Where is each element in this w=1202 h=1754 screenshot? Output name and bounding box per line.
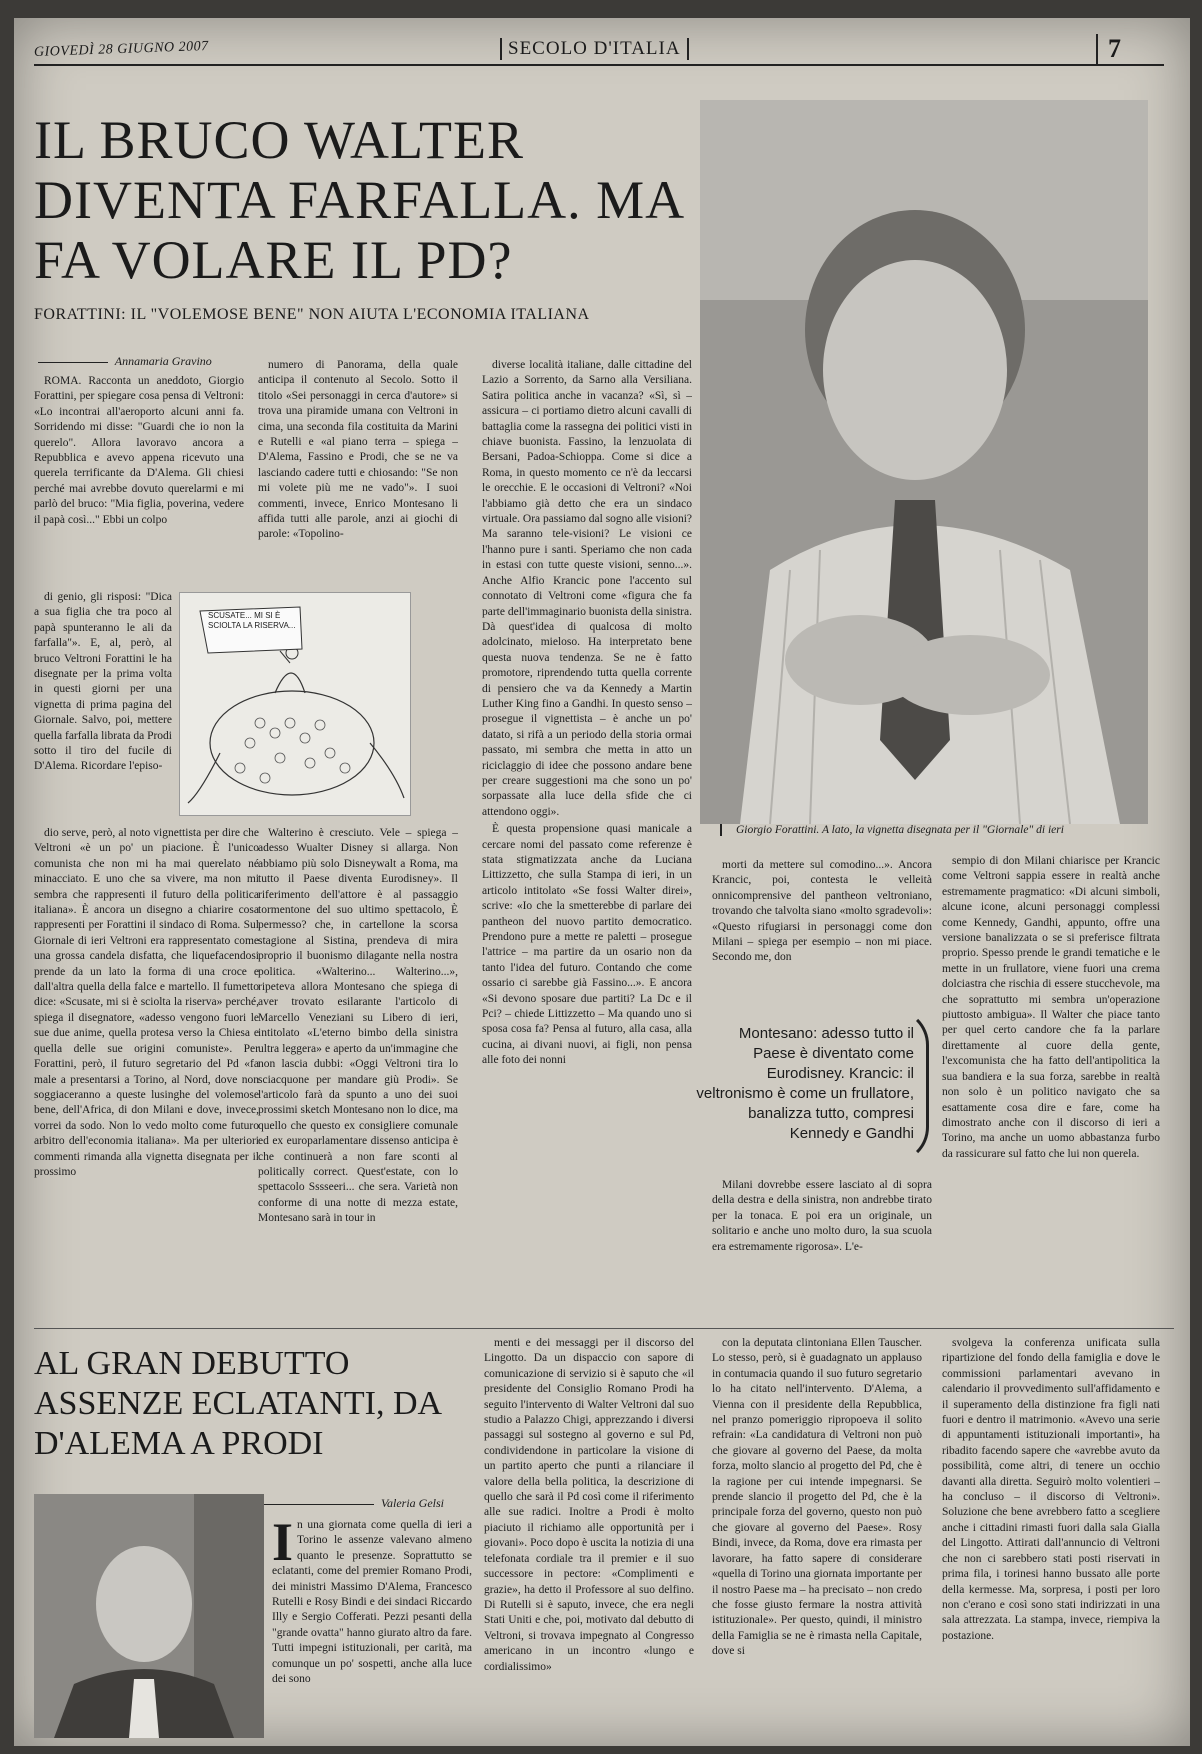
header-rule	[34, 64, 1164, 66]
article1-column-4-top	[712, 858, 932, 1010]
paragraph: n una giornata come quella di ieri a Torino le assenze valevano almeno quanto le presenze. Soprattutto se eclatanti, come del premier Romano Prodi, dei ministri Massimo D'Alema, Francesco Rutelli e Rosy Bindi e dei sindaci Riccardo Illy e Sergio Cofferati. Pezzi pesanti della "grande ovatta" hanno giurato altro da fare. Tutti impegni istituzionali, per carità, ma comunque un po' sospetti, anche alla luce dei sono	[272, 1519, 472, 1686]
article1-column-1-beside-cartoon	[34, 590, 172, 824]
paragraph: menti e dei messaggi per il discorso del Lingotto. Da un dispaccio con sapore di comunicazione di servizio si è saputo che «il presidente del Consiglio Romano Prodi ha seguito l'intervento di Walter Veltroni dal suo studio a Palazzo Chigi, apprezzando i diversi passaggi sul sostegno al governo e sul Pd, condividendone in particolare la visione di un partito aperto che punti a rilanciare il valore della bella politica, la descrizione di quello che sarà il Pd così come il riferimento alle sue radici. Inoltre a Prodi è molto piaciuto il richiamo alle opportunità per i giovani». Poco dopo è uscita la notizia di una telefonata cordiale tra il premier e il suo successore in pectore: «Complimenti e grazie», ha detto il Professore al suo delfino. Di Rutelli si è saputo, invece, che era negli Stati Uniti e che, poi, motivato dal debutto di Veltroni, si trovava impegnato al Congresso americano in un incontro «lungo e cordialissimo»	[484, 1337, 694, 1673]
dalema-photo	[34, 1494, 264, 1738]
photo-caption: Giorgio Forattini. A lato, la vignetta disegnata per il "Giornale" di ieri	[720, 824, 1176, 836]
paragraph: Milani dovrebbe essere lasciato al di sopra della destra e della sinistra, non andrebbe tirato per la tonaca. E poi era un originale, un solitario e anche uno molto duro, la sua scuola era estremamente rigorosa». L'e-	[712, 1179, 932, 1253]
article2-column-1	[272, 1518, 472, 1734]
article1-column-5	[942, 854, 1160, 1318]
article1-column-2-bottom	[258, 826, 458, 1318]
masthead: SECOLO D'ITALIA	[500, 38, 689, 60]
forattini-cartoon	[179, 592, 411, 816]
paragraph: È questa propensione quasi manicale a cercare nomi del passato come referenze è stata stigmatizzata anche da Luciana Littizzetto, che sulla Stampa di ieri, in un articolo intitolato «Se fossi Walter direi», scrive: «Io che la smetterebbe di parlare dei pantheon del nuovo partito democratico. Prendono pure a mette re paletti – prosegue l'attrice – ma partire da un osario non da tanto l'idea del futuro. Contando che come ossario ci sarebbe già Fassino...». E ancora «Si devono sposare due partiti? La Dc e il Pci? – chiede Littizzetto – Ma quando uno si sposa cosa fa? Pensa al futuro, alla casa, alla cucina, ai divani nuovi, ai figli, non pensa alle foto dei nonni	[482, 823, 692, 1067]
pull-quote-bracket	[892, 1008, 929, 1164]
article1-column-3	[482, 358, 692, 1318]
main-byline	[38, 354, 212, 369]
main-subheadline: FORATTINI: IL "VOLEMOSE BENE" NON AIUTA L'ECONOMIA ITALIANA	[34, 306, 590, 323]
article1-column-2-top	[258, 358, 458, 584]
article1-column-1-bottom	[34, 826, 259, 1318]
second-byline	[264, 1496, 444, 1511]
byline-rule	[38, 362, 108, 363]
newspaper-page	[14, 18, 1190, 1746]
article2-column-2	[484, 1336, 694, 1736]
portrait-illustration	[700, 100, 1148, 824]
cartoon-speech-bubble: SCUSATE... MI SI È SCIOLTA LA RISERVA...	[208, 611, 296, 630]
paragraph: con la deputata clintoniana Ellen Tauscher. Lo stesso, però, si è guadagnato un applauso in contumacia quando il suo futuro segretario lo ha citato nell'intervento. D'Alema, a Vienna con il presidente della Repubblica, nel pranzo pomeriggio ripropoeva il solito refrain: «La candidatura di Veltroni non può che giovare al governo del Paese, da molta forza, molto slancio al progetto del Pd, che è la ragione per cui intende impegnarsi. Se prende slancio il progetto del Pd, che è la principale forza del governo, questo non può che giovare al governo del Paese». Rosy Bindi, invece, da Roma, dove era rimasta per lavorare, ha fatto sapere di considerare «quella di Torino una giornata importante per il nostro Paese ma – ha precisato – non credo che fosse giusto fermare la nostra attività istituzionale». Per questo, quindi, il ministro della Famiglia se ne è rimasta nella Capitale, dove si	[712, 1337, 922, 1658]
main-headline: IL BRUCO WALTER DIVENTA FARFALLA. MA FA VOLARE IL PD?	[34, 110, 683, 290]
issue-date: GIOVEDÌ 28 GIUGNO 2007	[33, 38, 209, 61]
byline-author: Valeria Gelsi	[381, 1496, 444, 1510]
paragraph: svolgeva la conferenza unificata sulla ripartizione del fondo della famiglia e dove le commissioni parlamentari avevano in calendario il provvedimento sull'affidamento e il superamento della distinzione fra figli nati fuori e dentro il matrimonio. «Avevo una serie di appuntamenti istituzionali importanti», ha ribadito facendo sapere che «avrebbe avuto da possibilità, come altri, di tenere un occhio davanti alla diretta. Seguirò molto volentieri – ha concluso – il discorso di Veltroni». Soluzione che bene avrebbero fatto a scegliere anche i cittadini rimasti fuori dalla sala Gialla del Lingotto. Attirati dall'annuncio di Veltroni che non ci sarebbero stati posti riservati in prima fila, i torinesi hanno bussato alle porte della kermesse. Ma, sorpresa, i posti per loro non c'erano e così sono stati indirizzati in una sala attrezzata. La stampa, invece, riempiva la postazione.	[942, 1337, 1160, 1642]
article2-column-3	[712, 1336, 922, 1736]
article1-column-4-bottom	[712, 1178, 932, 1318]
byline-author: Annamaria Gravino	[114, 354, 212, 368]
forattini-photo	[700, 100, 1148, 824]
article1-column-1-top	[34, 374, 244, 584]
paragraph: dio serve, però, al noto vignettista per dire che Veltroni «è un po' un piacione. È l'unico comunista che non mi ha mai querelato né minacciato. E uno che sa vivere, ma non mi sembra che rappresenti il futuro della politica italiana». È ancora un disegno a chiarire cosa rappresenti per Forattini il sindaco di Roma. Sul Giornale di ieri Veltroni era rappresentato come una grossa candela disfatta, che liquefacendosi prende da un lato la forma di una croce e dall'altra quella della falce e martello. Il fumetto dice: «Scusate, mi si è sciolta la riserva» perché, spiega il disegnatore, «adesso vengono fuori le sue due anime, quella protesa verso la Chiesa e quella delle sue origini comuniste». Per Forattini, però, il futuro segretario del Pd «fa male a presentarsi a Torino, al Nord, dove non soggiaceranno a queste lusinghe del volemose bene, dell'Africa, di don Milani e dove, invece, vorrei da sodo. Non lo vedo molto come futuro arbitro dell'economia italiana». Ma per ulteriori commenti rimanda alla vignetta disegnata per il prossimo	[34, 827, 259, 1178]
page-number: 7	[1096, 34, 1121, 64]
dalema-portrait	[34, 1494, 264, 1738]
paragraph: di genio, gli risposi: "Dica a sua figlia che tra poco al papà spunteranno le ali da farfalla"». E, al, però, al bruco Veltroni Forattini le ha disegnate per la prima volta in questi giorni per una vignetta di prima pagina del Giornale. Salvo, poi, mettere quella farfalla librata da Prodi sotto il tiro del fucile di D'Alema. Ricordare l'episo-	[34, 591, 172, 773]
article2-column-4	[942, 1336, 1160, 1736]
second-headline: AL GRAN DEBUTTO ASSENZE ECLATANTI, DA D'ALEMA A PRODI	[34, 1345, 441, 1462]
pull-quote: Montesano: adesso tutto il Paese è diventato come Eurodisney. Krancic: il veltronismo è come un frullatore, banalizza tutto, compresi Kennedy e Gandhi	[696, 1025, 914, 1142]
section-divider	[34, 1328, 1174, 1329]
paragraph: numero di Panorama, della quale anticipa il contenuto al Secolo. Sotto il titolo «Sei personaggi in cerca d'autore» si trova una piramide umana con Veltroni in cima, una seconda fila costituita da Marini e Rutelli e «al piano terra – spiega – D'Alema, Fassino e Prodi, che se ne va lasciando cadere tutti e chiosando: "Se non mi volete più me ne vado"». I suoi commenti, invece, Enrico Montesano li affida tutti alle parole, anzi ai giochi di parole: «Topolino-	[258, 359, 458, 541]
drop-cap: I	[272, 1518, 294, 1572]
byline-rule	[264, 1504, 374, 1505]
paragraph: diverse località italiane, dalle cittadine del Lazio a Sorrento, da Sarno alla Versiliana. Satira politica anche in vacanza? «Sì, sì – assicura – ci portiamo dietro alcuni cavalli di battaglia come la rassegna dei politici visti in chiave buonista. Fassino, la lenzuolata di Bersani, Padoa-Schioppa. Come si dice a Roma, in questo momento ce n'è da leccarsi le orecchie. E le occasioni di Veltroni? «Noi l'abbiamo già detto che era un sindaco virtuale. Ora passiamo dal sogno alle visioni? Ma saranno tele-visioni? Le visioni ce l'hanno pure i santi. Speriamo che non cada in estasi con tutte queste visioni, senno...». Anche Alfio Krancic pone l'accento sul connotato di Veltroni come «figura che fa parte dell'immaginario buonista della sinistra. Dà quest'idea di qualcosa di molto adolcinato, mieloso. Ha interpretato bene questa nuova tendenza. Se ne è fatto promotore, riprendendo tutta quella corrente di pensiero che va da Kennedy a Martin Luther King fino a Gandhi. In questo senso – prosegue il vignettista – è anche un po' datato, si rifà a un periodo della storia ormai passato, mi sembra che metta in atto un riciclaggio di idee che possono andare bene per creare suggestioni ma che sono un po' sorpassate alla luce della sfide che ci attendono oggi».	[482, 359, 692, 818]
paragraph: Walterino è cresciuto. Vele – spiega – adesso Wualter Disney si allarga. Non abbiamo più solo Disneywalt a Roma, ma tutto il Paese diventa Eurodisney». Il riferimento dell'attore è al passaggio tormentone del suo ultimo spettacolo, È permesso? che, in cartellone la scorsa stagione al Sistina, prendeva di mira proprio il buonismo dilagante nella nostra politica. «Walterino... Walterino...», ripeteva allora Montesano che spiega di aver trovato esilarante l'articolo di Marcello Veneziani su Libero di ieri, intitolato «L'eterno bimbo della sinistra ultra leggera» e aperto da un'immagine che non lascia dubbi: «Oggi Veltroni tira lo sciacquone per mandare giù Prodi». Se l'articolo farà da spunto a uno dei suoi prossimi sketch Montesano non lo dice, ma quello che questo ex consigliere comunale ed ex europarlamentare dissenso anticipa è che continuerà a non fare sconti al politically correct. Quest'estate, con lo spettacolo Sssseeri... che sera. Varietà non conforme di una notte di mezza estate, Montesano sarà in tour in	[258, 827, 458, 1225]
paragraph: sempio di don Milani chiarisce per Krancic come Veltroni sappia essere in realtà anche estremamente pragmatico: «Di alcuni simboli, alcune icone, alcuni personaggi complessi come Kennedy, Gandhi, appunto, offre una versione banalizzata o se si preferisce filtrata proprio. Spesso prende le grandi tematiche e le mette in un frullatore, viene fuori una crema dolciastra che rischia di essere stucchevole, ma che soprattutto mi sembra un'operazione piuttosto ambigua». Il Walter che piace tanto per quel certo candore che fa la parlare direttamente al cuore della gente, l'excomunista che ha fatto dell'antipolitica la sua bandiera e la sua forza, sarebbe in realtà non solo è un politico navigato che sa esattamente cosa dire e fare, come ha dimostrato anche con il discorso di ieri a Torino, ma anche un uomo abbastanza furbo da rassicurare sul fatto che lui non querela.	[942, 855, 1160, 1160]
paragraph: ROMA. Racconta un aneddoto, Giorgio Forattini, per spiegare cosa pensa di Veltroni: «Lo incontrai all'aeroporto alcuni anni fa. Sorridendo mi disse: "Guardi che io non la querelo". Allora lavoravo ancora a Repubblica e avevo appena ricevuto una querela terrificante da D'Alema. Gli chiesi perché mai avrebbe dovuto querelarmi e mi parlò del bruco: "Mia figlia, poverina, vedere il papà così..." Ebbi un colpo	[34, 375, 244, 526]
paragraph: morti da mettere sul comodino...». Ancora Krancic, poi, contesta le velleità onnicomprensive del pantheon veltroniano, trovando che talvolta siano «molto sgradevoli»: «Questo rifugiarsi in personaggi come don Milani – spiega per esempio – non mi piace. Secondo me, don	[712, 859, 932, 964]
